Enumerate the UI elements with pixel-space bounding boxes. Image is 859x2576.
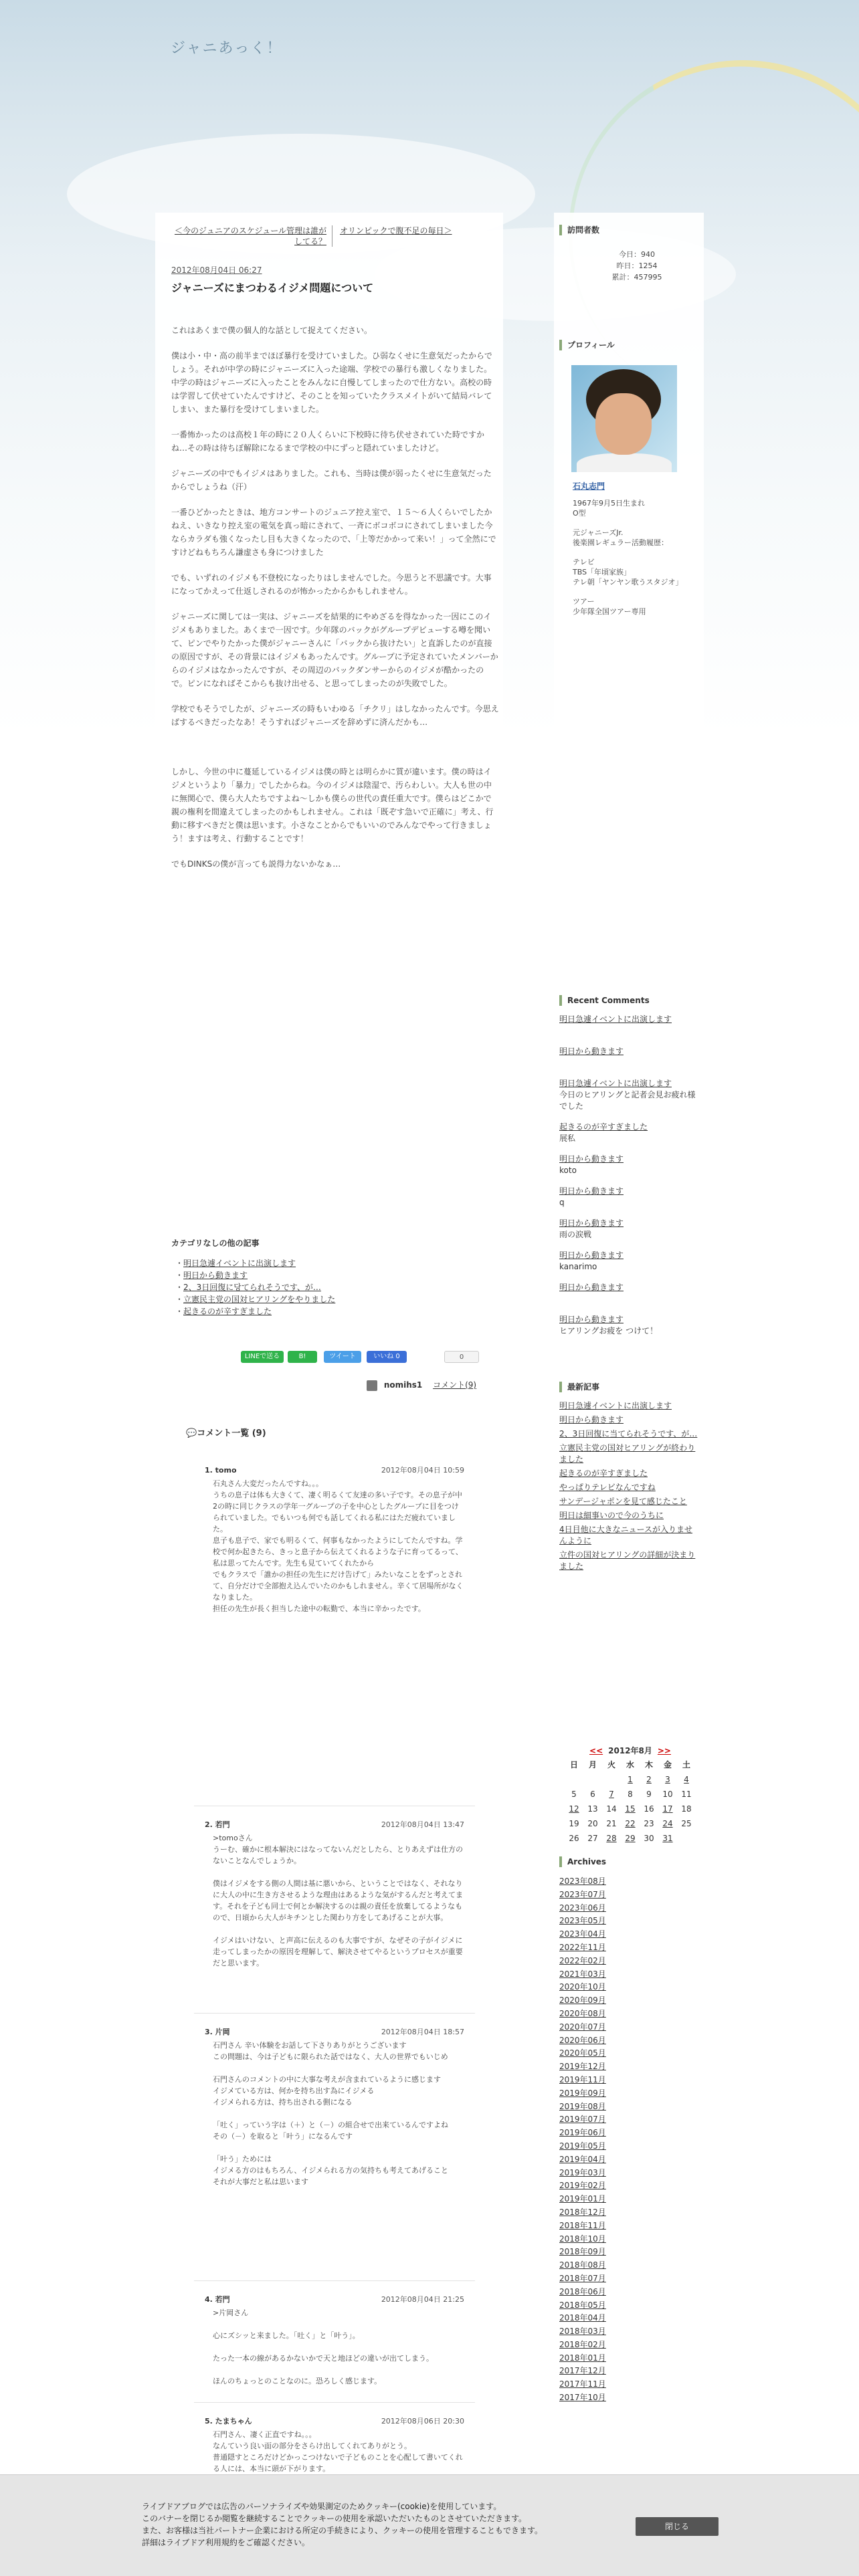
archive-item bbox=[559, 2074, 700, 2087]
comment-text: 石丸さん大変だったんですね。。。 うちの息子は体も大きくて、凄く明るくて友達の多い子です。その息子が中2の時に同じクラスの学年一グループの子を中心としたグループに目をつけられていました。でもいつも何でも話してくれる私にはただ疲れていました。 息子も息子で、家でも明るくて、何事もなかったようにしてたんですね。学校で何か起きたら、きっと息子から伝えてくれるような子に育ってるって、私は思ってたんです。先生も見ていてくれたから でもクラスで「誰かの担任の先生にだけ告げて」みたいなことをずっとされて、自分だけで全部抱え込んでいたのかもしれません。辛くて居場所がなくなりました。 担任の先生が長く担当した途中の転勤で、本当に辛かったです。 bbox=[213, 1479, 464, 1613]
cookie-line: また、お客様は当社パートナー企業における所定の手続きにより、クッキーの使用を管理することもできます。 bbox=[142, 2526, 543, 2535]
calendar-day[interactable]: 24 bbox=[662, 1819, 673, 1828]
profile-line: テレビ TBS「年頃家族」 テレ朝「ヤンヤン歌うスタジオ」 bbox=[573, 558, 683, 586]
comment-author: 2. 若門 bbox=[205, 1820, 230, 1829]
archive-item bbox=[559, 1915, 700, 1928]
post-paragraph: 一番ひどかったときは、地方コンサートのジュニア控え室で、１５〜６人くらいでしたかねえ、いきなり控え室の電気を真っ暗にされて、一斉にボコボコにされてしまいました今ならカラダも強くなったし目も大きくなったので、「上等だかかって来い！」って全然にですけどねもちろん謙虚さも身につけました bbox=[171, 508, 496, 557]
access-today: 今日：940 bbox=[619, 250, 655, 259]
archive-item bbox=[559, 2220, 700, 2233]
recent-comment-author: kanarimo bbox=[559, 1262, 597, 1271]
archive-link[interactable]: 2018年12月 bbox=[559, 2207, 606, 2217]
calendar-day: 25 bbox=[681, 1819, 692, 1828]
calendar-days bbox=[565, 1772, 696, 1846]
latest-post-link[interactable]: 明日から動きます bbox=[559, 1415, 624, 1424]
recent-comment-link[interactable]: 起きるのが辛すぎました bbox=[559, 1122, 648, 1132]
post-paragraph: 僕は小・中・高の前半までほぼ暴行を受けていました。ひ弱なくせに生意気だったからでしょう。それが中学の時にジャニーズに入った途端、学校での暴行も激しくなりました。中学の時はジャニーズに入ったことをみんなに自慢してしまったので仕方ない。高校の時は学習して伏せていたんですけど、そのことを知っていたクラスメイトがいて結局バレてしまい、また暴行を受けてしまいました。 bbox=[171, 351, 492, 414]
recent-comment-author: ヒアリングお疲を つけて！ bbox=[559, 1326, 658, 1335]
calendar-day[interactable]: 12 bbox=[569, 1804, 579, 1814]
recent-comment-post bbox=[559, 1314, 700, 1325]
related-item bbox=[175, 1269, 335, 1281]
latest-post-item bbox=[559, 1414, 700, 1426]
calendar-day[interactable]: 28 bbox=[606, 1834, 617, 1843]
recent-comment-post bbox=[559, 1282, 700, 1293]
archive-link[interactable]: 2018年08月 bbox=[559, 2260, 606, 2270]
comment-header bbox=[205, 2294, 464, 2306]
speech-bubble-icon: 💬 bbox=[186, 1428, 197, 1438]
archive-item bbox=[559, 2233, 700, 2246]
calendar-day: 20 bbox=[587, 1819, 598, 1828]
comment-date: 2012年08月04日 10:59 bbox=[381, 1466, 464, 1475]
archive-link[interactable]: 2018年11月 bbox=[559, 2220, 606, 2230]
post-body bbox=[171, 324, 499, 883]
comment-header bbox=[205, 2416, 464, 2428]
latest-post-item bbox=[559, 1549, 700, 1572]
calendar-prev-link[interactable]: << bbox=[589, 1746, 603, 1755]
profile-line: 1967年9月5日生まれ O型 bbox=[573, 499, 645, 518]
calendar-day bbox=[565, 1772, 583, 1787]
archive-link[interactable]: 2019年02月 bbox=[559, 2181, 606, 2191]
related-list bbox=[175, 1257, 335, 1317]
calendar-week bbox=[565, 1772, 696, 1787]
archive-link[interactable]: 2018年04月 bbox=[559, 2313, 606, 2323]
recent-comment-post bbox=[559, 1078, 700, 1089]
archive-item bbox=[559, 2378, 700, 2391]
archive-item bbox=[559, 2008, 700, 2021]
post-date[interactable]: 2012年08月04日 06:27 bbox=[171, 265, 262, 275]
archive-link[interactable]: 2020年07月 bbox=[559, 2022, 606, 2032]
access-yesterday: 昨日：1254 bbox=[616, 261, 658, 270]
recent-comment-author: koto bbox=[559, 1166, 577, 1175]
calendar-week bbox=[565, 1802, 696, 1816]
related-post-link[interactable]: 明日急遽イベントに出演します bbox=[183, 1259, 296, 1268]
latest-post-link[interactable]: 4日目他に大きなニュースが入りませんように bbox=[559, 1525, 693, 1545]
comment-date: 2012年08月04日 18:57 bbox=[381, 2028, 464, 2036]
archive-link[interactable]: 2022年11月 bbox=[559, 1942, 606, 1952]
calendar-day: 18 bbox=[681, 1804, 692, 1814]
archive-link[interactable]: 2018年02月 bbox=[559, 2339, 606, 2349]
calendar-weekday: 木 bbox=[644, 1760, 653, 1769]
access-heading: 訪問者数 bbox=[559, 225, 700, 235]
recent-comment-post bbox=[559, 1186, 700, 1197]
comment-header bbox=[205, 1819, 464, 1831]
tweet-button[interactable]: ツイート bbox=[324, 1351, 361, 1363]
archive-item bbox=[559, 2272, 700, 2286]
archive-item bbox=[559, 2101, 700, 2114]
archive-link[interactable]: 2020年08月 bbox=[559, 2008, 606, 2018]
archive-link[interactable]: 2019年12月 bbox=[559, 2062, 606, 2072]
comment bbox=[205, 1819, 464, 1969]
calendar-weekday: 金 bbox=[663, 1760, 672, 1769]
archive-link[interactable]: 2023年08月 bbox=[559, 1876, 606, 1886]
post-paragraph: 学校でもそうでしたが、ジャニーズの時もいわゆる「チクリ」はしなかったんです。今思えばするべきだったなあ！そうすればジャニーズを辞めずに済んだかも… bbox=[171, 704, 499, 727]
archive-link[interactable]: 2019年06月 bbox=[559, 2128, 606, 2138]
archive-item bbox=[559, 2312, 700, 2325]
calendar bbox=[565, 1744, 696, 1846]
archive-item bbox=[559, 2167, 700, 2180]
related-item bbox=[175, 1257, 335, 1269]
profile-line: ツアー 少年隊全国ツアー専用 bbox=[573, 597, 646, 616]
archive-item bbox=[559, 2365, 700, 2378]
related-item bbox=[175, 1293, 335, 1305]
calendar-weekdays bbox=[565, 1757, 696, 1772]
share-buttons bbox=[241, 1351, 482, 1366]
related-post-link[interactable]: 起きるのが辛すぎました bbox=[183, 1307, 272, 1316]
recent-comments-list bbox=[559, 1014, 700, 1337]
archives-heading: Archives bbox=[559, 1856, 700, 1867]
archive-link[interactable]: 2018年06月 bbox=[559, 2286, 606, 2296]
post-pager bbox=[171, 225, 479, 248]
calendar-day: 6 bbox=[590, 1790, 595, 1799]
latest-post-link[interactable]: 2、3日回復に当てられそうです、が… bbox=[559, 1429, 698, 1438]
calendar-day bbox=[677, 1831, 696, 1846]
comment-author: 4. 若門 bbox=[205, 2295, 230, 2304]
blog-title[interactable]: ジャニあっく！ bbox=[171, 40, 283, 57]
archive-item bbox=[559, 2259, 700, 2272]
recent-comment-author: 今日のヒアリングと記者会見お疲れ様でした bbox=[559, 1090, 696, 1111]
archive-item bbox=[559, 2193, 700, 2206]
archive-item bbox=[559, 2206, 700, 2220]
cookie-line: 詳細はライブドア利用規約をご確認ください。 bbox=[142, 2538, 310, 2547]
calendar-day: 26 bbox=[569, 1834, 579, 1843]
archive-item bbox=[559, 2286, 700, 2299]
comment-date: 2012年08月06日 20:30 bbox=[381, 2417, 464, 2426]
recent-comment-post bbox=[559, 1046, 700, 1057]
recent-comment-author: q bbox=[559, 1198, 565, 1207]
calendar-weekday: 日 bbox=[569, 1760, 578, 1769]
comment-divider bbox=[194, 2013, 475, 2014]
recent-comment-link[interactable]: 明日から動きます bbox=[559, 1186, 624, 1196]
profile-photo bbox=[571, 365, 677, 472]
post-paragraph: ジャニーズに関しては一実は、ジャニーズを結果的にやめざるを得なかった一因にこのイジメもありました。あくまで一因です。少年隊のバックがグループデビューする噂を聞いて、ピンでやりたかった僕がジャニーさんに「バックから抜けたい」と直訴したのが直接の原因ですが、その背景にはイジメもあったんです。グループに予定されていたメンバーからのイジメはなかったんですが、その周辺のバックダンサーからのイジメが酷かったので。ピンになればそこからも抜け出せる、と思ってしまったのが失敗でした。 bbox=[171, 612, 498, 688]
archive-link[interactable]: 2019年04月 bbox=[559, 2154, 606, 2164]
calendar-day: 13 bbox=[587, 1804, 598, 1814]
comment bbox=[205, 2026, 464, 2187]
post-paragraph: しかし、今世の中に蔓延しているイジメは僕の時とは明らかに質が違います。僕の時はイジメというより「暴力」でしたからね。今のイジメは陰湿で、汚らわしい。大人も世の中に無関心で、僕ら大人たちですよね〜しかも僕らの世代の責任重大です。僕らはどこかで親の権利を間違えてしまったのかもしれません。これは「既ぞす急いで正確に」考え、行動に移すべきだと僕は思います。小さなことからでもいいのでみんなでやって行きましょう！ますは考え、行動することです！ bbox=[171, 767, 494, 843]
related-heading: カテゴリなしの他の記事 bbox=[171, 1239, 260, 1248]
archive-link[interactable]: 2022年02月 bbox=[559, 1955, 606, 1965]
archive-item bbox=[559, 1955, 700, 1968]
recent-comment-author: 展私 bbox=[559, 1134, 576, 1143]
recent-comment-author bbox=[559, 1025, 700, 1037]
recent-comment-post bbox=[559, 1154, 700, 1165]
archive-link[interactable]: 2019年11月 bbox=[559, 2074, 606, 2084]
profile-heading: プロフィール bbox=[559, 340, 700, 350]
related-post-link[interactable]: 立憲民主党の国対ヒアリングをやりました bbox=[183, 1295, 336, 1304]
archive-link[interactable]: 2018年07月 bbox=[559, 2273, 606, 2283]
calendar-day[interactable]: 4 bbox=[684, 1775, 689, 1784]
latest-post-link[interactable]: 起きるのが辛すぎました bbox=[559, 1469, 648, 1478]
post-paragraph: 一番怖かったのは高校１年の時に２０人くらいに下校時に待ち伏せされていた時ですかね…その時は待ちぼ解除になるまで学校の中にずっと隠れていましたけど。 bbox=[171, 430, 485, 453]
recent-comment-link[interactable]: 明日急遽イベントに出演します bbox=[559, 1014, 672, 1024]
comment-text: 石門さん、凄く正直ですね。。。 なんていう良い面の部分をさらけ出してくれてありがとう。 普通隠すところだけどかっこつけないで子どものことを心配して書いてくれる人には、本当に頭が下がります。 bbox=[213, 2430, 463, 2473]
archive-item bbox=[559, 2034, 700, 2048]
archive-link[interactable]: 2018年03月 bbox=[559, 2327, 606, 2337]
other-share-button[interactable]: 0 bbox=[444, 1351, 479, 1363]
profile-line: 元ジャニーズJr. 後楽園レギュラー活動履歴： bbox=[573, 528, 668, 547]
calendar-day[interactable]: 15 bbox=[625, 1804, 636, 1814]
calendar-day[interactable]: 31 bbox=[662, 1834, 673, 1843]
cookie-notice-text bbox=[142, 2500, 624, 2549]
archive-link[interactable]: 2017年12月 bbox=[559, 2366, 606, 2376]
calendar-week bbox=[565, 1787, 696, 1802]
calendar-day[interactable]: 29 bbox=[625, 1834, 636, 1843]
next-post-link[interactable]: オリンピックで腹不足の毎日＞ bbox=[340, 226, 452, 235]
archive-link[interactable]: 2020年09月 bbox=[559, 1996, 606, 2006]
comment-author: 3. 片岡 bbox=[205, 2028, 230, 2036]
latest-post-item bbox=[559, 1428, 700, 1440]
comment-author: 5. たまちゃん bbox=[205, 2417, 252, 2426]
latest-post-item bbox=[559, 1482, 700, 1493]
close-cookie-button[interactable]: 閉じる bbox=[636, 2517, 719, 2536]
comment-text: >tomoさん うーむ、確かに根本解決にはなってないんだとしたら、とりあえずは仕方のないことなんでしょうか。 僕はイジメをする側の人間は基に悪いから、ということではなく、それなりに大人の中に生き方させるような理由はあるような気がするんだと考えてます。それを子ども同士で何とか解決するのは親の責任を放棄してるようなもので、日頃から大人がキチンとした関わり方をしてあげることが大事。 イジメはいけない、と声高に伝えるのも大事ですが、なぜその子がイジメに走ってしまったかの原因を理解して、解決させてやるというプロセスが重要だと思います。 bbox=[213, 1834, 463, 1967]
comment-count-link[interactable]: コメント(9) bbox=[433, 1380, 477, 1390]
comment-header bbox=[205, 1465, 464, 1477]
recent-comments-heading: Recent Comments bbox=[559, 995, 700, 1006]
latest-post-link[interactable]: 立件の国対ヒアリングの詳細が決まりました bbox=[559, 1550, 696, 1571]
archive-item bbox=[559, 1968, 700, 1981]
recent-comment-post bbox=[559, 1218, 700, 1229]
comment-divider bbox=[194, 2280, 475, 2281]
latest-post-link[interactable]: 明日急遽イベントに出演します bbox=[559, 1401, 672, 1410]
comment-header bbox=[205, 2026, 464, 2038]
archive-item bbox=[559, 2060, 700, 2074]
calendar-day: 21 bbox=[606, 1819, 617, 1828]
latest-post-item bbox=[559, 1496, 700, 1507]
sidebar-profile bbox=[559, 340, 700, 358]
archive-item bbox=[559, 2153, 700, 2167]
comment-text: >片岡さん 心にズシッと来ました。「吐く」と「叶う」。 たった一本の線があるかないかで天と地ほどの違いが出てしまう。 ほんのちょっとのことなのに。恐ろしく感じます。 bbox=[213, 2309, 434, 2385]
calendar-week bbox=[565, 1816, 696, 1831]
archive-item bbox=[559, 2127, 700, 2140]
archive-link[interactable]: 2023年05月 bbox=[559, 1916, 606, 1926]
archive-link[interactable]: 2017年11月 bbox=[559, 2379, 606, 2389]
calendar-day[interactable]: 7 bbox=[609, 1790, 614, 1799]
calendar-day: 10 bbox=[662, 1790, 673, 1799]
calendar-day[interactable]: 3 bbox=[665, 1775, 670, 1784]
archive-link[interactable]: 2019年07月 bbox=[559, 2115, 606, 2125]
access-counter bbox=[597, 249, 677, 283]
calendar-title: 2012年8月 bbox=[608, 1746, 652, 1755]
latest-post-link[interactable]: サンデージャポンを見て感じたこと bbox=[559, 1497, 687, 1506]
recent-comment-link[interactable]: 明日急遽イベントに出演します bbox=[559, 1079, 672, 1088]
recent-comment-link[interactable]: 明日から動きます bbox=[559, 1218, 624, 1228]
archive-link[interactable]: 2018年09月 bbox=[559, 2247, 606, 2257]
post-paragraph: これはあくまで僕の個人的な話として捉えてください。 bbox=[171, 326, 373, 335]
archive-link[interactable]: 2019年03月 bbox=[559, 2167, 606, 2177]
related-item bbox=[175, 1305, 335, 1317]
recent-comment-author bbox=[559, 1057, 700, 1069]
related-item bbox=[175, 1281, 335, 1293]
archive-item bbox=[559, 1941, 700, 1955]
archive-item bbox=[559, 1875, 700, 1889]
archive-item bbox=[559, 1928, 700, 1941]
profile-info bbox=[573, 481, 686, 626]
archive-link[interactable]: 2019年09月 bbox=[559, 2088, 606, 2098]
post-paragraph: でも、いずれのイジメも不登校になったりはしませんでした。今思うと不思議です。大事になってかえって仕返しされるのが怖かったからかもしれません。 bbox=[171, 573, 492, 596]
archive-link[interactable]: 2019年05月 bbox=[559, 2141, 606, 2151]
archive-item bbox=[559, 2087, 700, 2101]
related-post-link[interactable]: 2、3日回復に당てられそうです、が… bbox=[183, 1283, 321, 1292]
latest-post-item bbox=[559, 1524, 700, 1547]
archive-link[interactable]: 2018年01月 bbox=[559, 2353, 606, 2363]
hatena-bookmark-button[interactable]: B! bbox=[288, 1351, 317, 1363]
calendar-day[interactable]: 17 bbox=[662, 1804, 673, 1814]
archive-item bbox=[559, 2299, 700, 2313]
archive-item bbox=[559, 2021, 700, 2034]
calendar-weekday: 水 bbox=[626, 1760, 634, 1769]
calendar-day: 16 bbox=[644, 1804, 654, 1814]
post-author-row bbox=[367, 1379, 476, 1391]
recent-comment-post bbox=[559, 1250, 700, 1261]
recent-comment-link[interactable]: 明日から動きます bbox=[559, 1047, 624, 1056]
archive-item bbox=[559, 2246, 700, 2259]
sidebar-recent-comments bbox=[559, 995, 700, 1346]
post-paragraph: でもDINKSの僕が言っても説得力ないかなぁ… bbox=[171, 859, 341, 869]
calendar-weekday: 月 bbox=[588, 1760, 597, 1769]
archive-item bbox=[559, 2140, 700, 2153]
calendar-day: 8 bbox=[628, 1790, 633, 1799]
comments-title: 💬コメント一覧 (9) bbox=[186, 1428, 266, 1438]
author-avatar-icon bbox=[367, 1380, 377, 1391]
recent-comment-link[interactable]: 明日から動きます bbox=[559, 1154, 624, 1164]
archive-link[interactable]: 2019年01月 bbox=[559, 2194, 606, 2204]
calendar-day: 5 bbox=[571, 1790, 577, 1799]
archive-link[interactable]: 2017年10月 bbox=[559, 2393, 606, 2403]
archive-link[interactable]: 2020年05月 bbox=[559, 2048, 606, 2058]
calendar-day: 11 bbox=[681, 1790, 692, 1799]
calendar-day: 30 bbox=[644, 1834, 654, 1843]
comment-date: 2012年08月04日 13:47 bbox=[381, 1820, 464, 1829]
access-total: 累計：457995 bbox=[611, 273, 662, 282]
archive-item bbox=[559, 1902, 700, 1915]
sidebar-latest-posts bbox=[559, 1382, 700, 1575]
latest-post-item bbox=[559, 1468, 700, 1479]
recent-comment-link[interactable]: 明日から動きます bbox=[559, 1283, 624, 1292]
calendar-day: 14 bbox=[606, 1804, 617, 1814]
calendar-nav bbox=[565, 1744, 696, 1757]
line-share-button[interactable]: LINEで送る bbox=[241, 1351, 284, 1363]
calendar-day: 19 bbox=[569, 1819, 579, 1828]
archive-link[interactable]: 2023年07月 bbox=[559, 1889, 606, 1899]
facebook-like-button[interactable]: いいね 0 bbox=[367, 1351, 407, 1363]
archive-link[interactable]: 2023年04月 bbox=[559, 1929, 606, 1939]
recent-comment-post bbox=[559, 1121, 700, 1133]
calendar-day: 9 bbox=[646, 1790, 652, 1799]
latest-post-link[interactable]: 明日は細事いので今のうちに bbox=[559, 1511, 664, 1520]
comment-date: 2012年08月04日 21:25 bbox=[381, 2295, 464, 2304]
prev-post-link[interactable]: ＜今のジュニアのスケジュール管理は誰がしてる？ bbox=[174, 226, 326, 246]
archive-item bbox=[559, 2391, 700, 2405]
archive-link[interactable]: 2021年03月 bbox=[559, 1969, 606, 1979]
archive-item bbox=[559, 2179, 700, 2193]
sidebar-archives bbox=[559, 1856, 700, 2405]
archive-link[interactable]: 2018年10月 bbox=[559, 2234, 606, 2244]
profile-name[interactable]: 石丸志門 bbox=[573, 481, 605, 491]
post-title: ジャニーズにまつわるイジメ問題について bbox=[171, 282, 374, 294]
calendar-weekday: 火 bbox=[607, 1760, 615, 1769]
latest-posts-list bbox=[559, 1400, 700, 1572]
calendar-day: 23 bbox=[644, 1819, 654, 1828]
comment-text: 石門さん 辛い体験をお話して下さりありがとうございます この問題は、今は子どもに限られた話ではなく、大人の世界でもいじめ 石門さんのコメントの中に大事な考えが含まれているように感じます イジメている方は、何かを持ち出す為にイジメる イジメられる方は、持ち出される側になる 「吐く」っていう字は（＋）と（－）の組合せで出来ているんですよね その（－）を取ると「叶う」になるんです 「叶う」ためには イジメる方のはもちろん、イジメられる方の気持ちも考えてあげること それが大事だと私は思います bbox=[213, 2041, 448, 2186]
calendar-day[interactable]: 22 bbox=[625, 1819, 636, 1828]
comment-author: 1. tomo bbox=[205, 1466, 237, 1475]
cookie-line: このバナーを閉じるか閲覧を継続することでクッキーの使用を承認いただいたものとさせていただきます。 bbox=[142, 2514, 527, 2523]
latest-post-link[interactable]: 立憲民主党の国対ヒアリングが終わりました bbox=[559, 1443, 696, 1464]
archives-list bbox=[559, 1875, 700, 2405]
comment bbox=[205, 1465, 464, 1614]
calendar-next-link[interactable]: >> bbox=[657, 1746, 671, 1755]
calendar-week bbox=[565, 1831, 696, 1846]
latest-post-item bbox=[559, 1510, 700, 1521]
archive-item bbox=[559, 2113, 700, 2127]
comment-divider bbox=[194, 2402, 475, 2403]
calendar-day[interactable]: 2 bbox=[646, 1775, 652, 1784]
calendar-day bbox=[583, 1772, 602, 1787]
sidebar-access bbox=[559, 225, 700, 243]
archive-item bbox=[559, 1994, 700, 2008]
cookie-line: ライブドアブログでは広告のパーソナライズや効果測定のためクッキー(cookie)を使用しています。 bbox=[142, 2502, 502, 2511]
archive-item bbox=[559, 1981, 700, 1994]
recent-comment-link[interactable]: 明日から動きます bbox=[559, 1251, 624, 1260]
archive-link[interactable]: 2019年08月 bbox=[559, 2101, 606, 2111]
calendar-day: 27 bbox=[587, 1834, 598, 1843]
archive-link[interactable]: 2020年06月 bbox=[559, 2035, 606, 2045]
archive-item bbox=[559, 2339, 700, 2352]
cookie-banner bbox=[0, 2474, 859, 2576]
archive-item bbox=[559, 1889, 700, 1902]
post-paragraph: ジャニーズの中でもイジメはありました。これも、当時は僕が弱ったくせに生意気だったからでしょうね（汗） bbox=[171, 469, 492, 492]
calendar-day bbox=[602, 1772, 621, 1787]
archive-item bbox=[559, 2047, 700, 2060]
archive-link[interactable]: 2023年06月 bbox=[559, 1903, 606, 1913]
archive-link[interactable]: 2020年10月 bbox=[559, 1982, 606, 1992]
archive-link[interactable]: 2018年05月 bbox=[559, 2300, 606, 2310]
recent-comment-author: 雨の涙戦 bbox=[559, 1230, 592, 1239]
calendar-day[interactable]: 1 bbox=[628, 1775, 633, 1784]
recent-comment-link[interactable]: 明日から動きます bbox=[559, 1315, 624, 1324]
related-post-link[interactable]: 明日から動きます bbox=[183, 1271, 248, 1280]
latest-posts-heading: 最新記事 bbox=[559, 1382, 700, 1392]
comment bbox=[205, 2294, 464, 2387]
latest-post-link[interactable]: やっぱりテレビなんですね bbox=[559, 1483, 656, 1492]
author-name[interactable]: nomihs1 bbox=[383, 1380, 423, 1390]
calendar-weekday: 土 bbox=[682, 1760, 690, 1769]
recent-comment-post bbox=[559, 1014, 700, 1025]
archive-item bbox=[559, 2352, 700, 2365]
recent-comment-author bbox=[559, 1293, 700, 1305]
latest-post-item bbox=[559, 1442, 700, 1465]
archive-item bbox=[559, 2325, 700, 2339]
latest-post-item bbox=[559, 1400, 700, 1412]
